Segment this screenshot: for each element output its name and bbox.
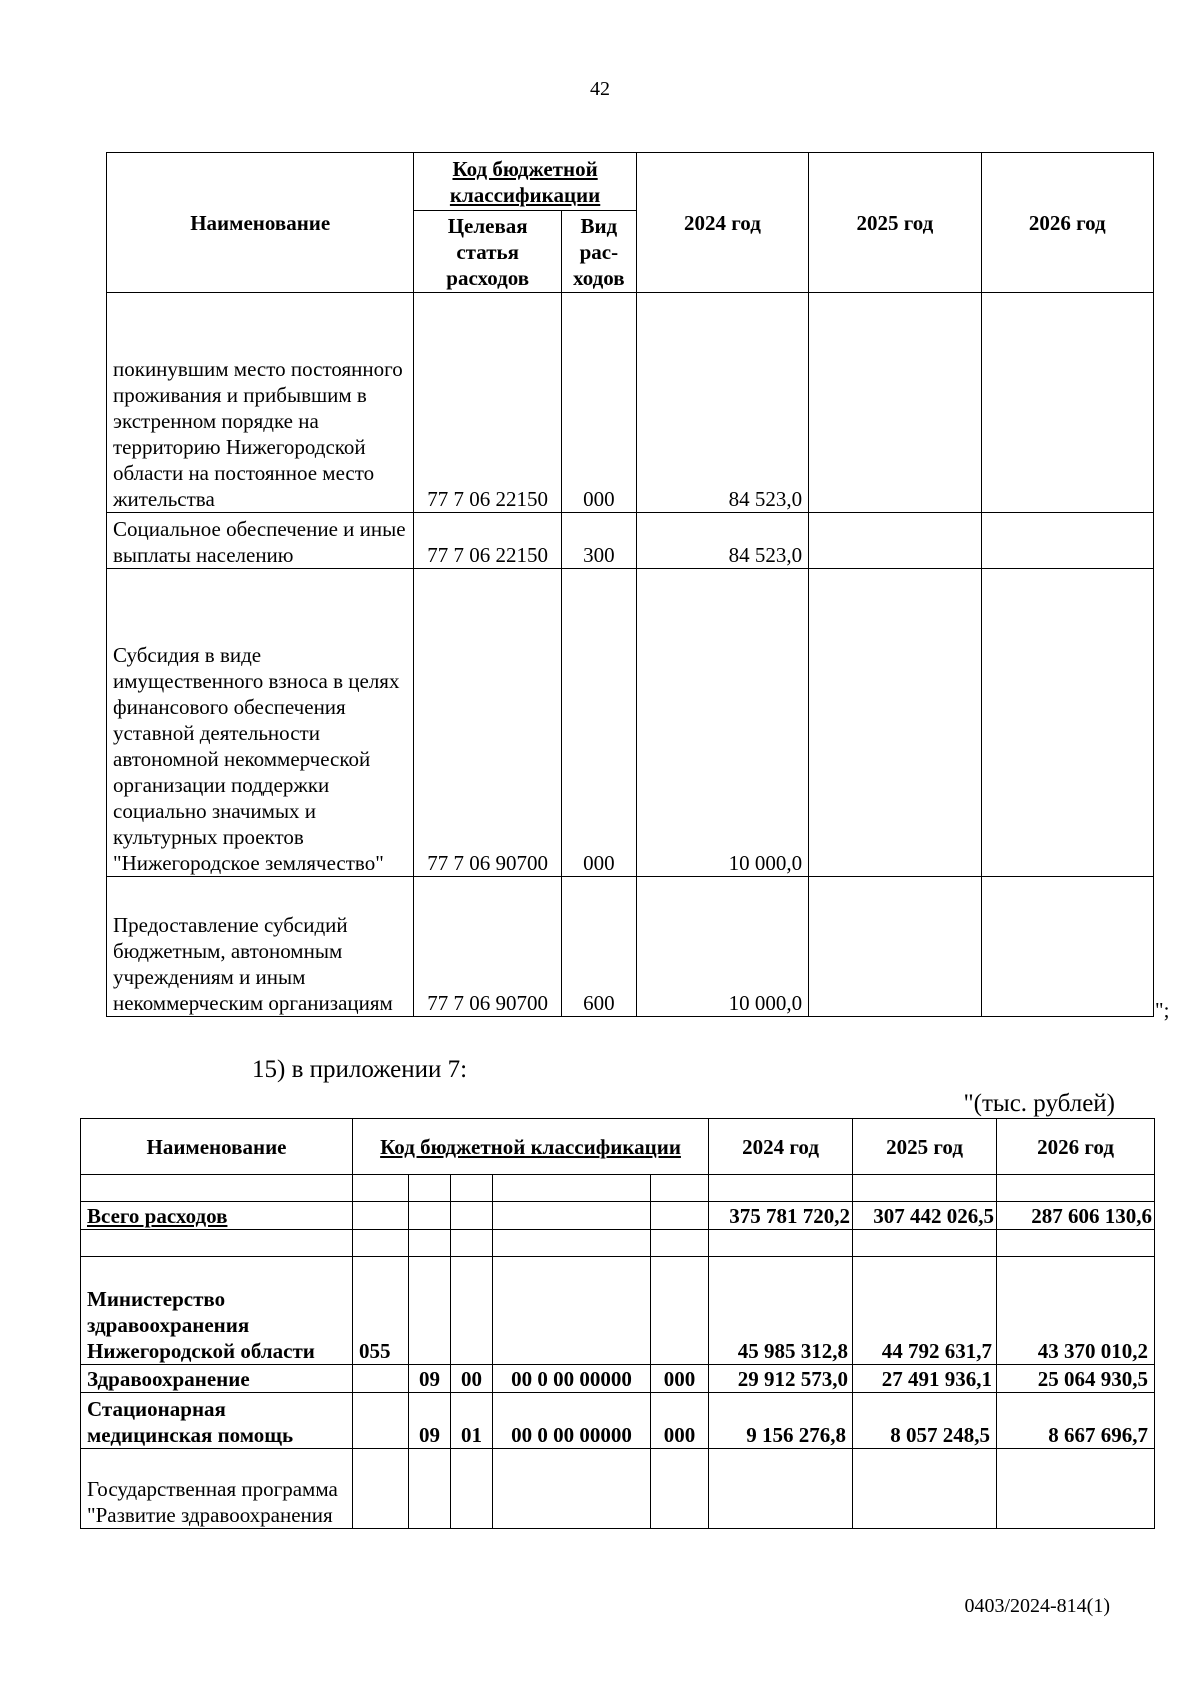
row-name: Здравоохранение — [81, 1365, 353, 1393]
row-kind: 300 — [561, 513, 636, 569]
row-2024: 9 156 276,8 — [709, 1393, 853, 1449]
row-2026: 43 370 010,2 — [997, 1257, 1155, 1365]
row-kind — [651, 1202, 709, 1230]
spacer-row — [81, 1175, 1155, 1202]
row-admin-code — [353, 1202, 409, 1230]
row-2024: 10 000,0 — [636, 569, 808, 877]
table-row — [107, 293, 1154, 513]
row-target: 00 0 00 00000 — [493, 1393, 651, 1449]
section-title: 15) в приложении 7: — [252, 1056, 468, 1083]
header-code-group: Код бюджетной классификации — [353, 1119, 709, 1175]
row-2024: 29 912 573,0 — [709, 1365, 853, 1393]
row-2025 — [853, 1449, 997, 1529]
row-name: Субсидия в виде имущественного взноса в целях финансового обеспечения уставной деятельности автономной некоммерческой организации поддержки социально значимых и культурных проектов "Нижегородское землячество" — [107, 569, 414, 877]
row-2025: 27 491 936,1 — [853, 1365, 997, 1393]
table-row-total — [81, 1202, 1155, 1230]
row-2025 — [809, 569, 981, 877]
row-section — [409, 1449, 451, 1529]
header-2024: 2024 год — [636, 153, 808, 293]
row-subsection: 00 — [451, 1365, 493, 1393]
units-label: "(тыс. рублей) — [963, 1090, 1115, 1117]
row-2026 — [997, 1449, 1155, 1529]
row-2025: 8 057 248,5 — [853, 1393, 997, 1449]
row-target — [493, 1257, 651, 1365]
header-code-group: Код бюджетной классификации — [414, 153, 636, 211]
row-name: Стационарная медицинская помощь — [81, 1393, 353, 1449]
row-subsection — [451, 1449, 493, 1529]
row-admin-code — [353, 1393, 409, 1449]
row-2026: 25 064 930,5 — [997, 1365, 1155, 1393]
table-row — [81, 1257, 1155, 1365]
row-section: 09 — [409, 1393, 451, 1449]
header-2024: 2024 год — [709, 1119, 853, 1175]
row-2025: 307 442 026,5 — [853, 1202, 997, 1230]
row-2026 — [981, 513, 1153, 569]
row-target: 77 7 06 90700 — [414, 877, 561, 1017]
row-subsection — [451, 1202, 493, 1230]
row-subsection: 01 — [451, 1393, 493, 1449]
table-row — [107, 513, 1154, 569]
row-admin-code — [353, 1365, 409, 1393]
table-row — [107, 877, 1154, 1017]
row-target: 77 7 06 22150 — [414, 293, 561, 513]
row-2024: 84 523,0 — [636, 513, 808, 569]
header-2026: 2026 год — [997, 1119, 1155, 1175]
header-name: Наименование — [107, 153, 414, 293]
table-row — [107, 569, 1154, 877]
row-name: Министерство здравоохранения Нижегородской области — [81, 1257, 353, 1365]
row-2026 — [981, 293, 1153, 513]
row-2024: 45 985 312,8 — [709, 1257, 853, 1365]
row-kind — [651, 1449, 709, 1529]
departmental-expenses-table — [80, 1118, 1155, 1529]
row-section: 09 — [409, 1365, 451, 1393]
row-2024: 375 781 720,2 — [709, 1202, 853, 1230]
header-2025: 2025 год — [853, 1119, 997, 1175]
row-name: покинувшим место постоянного проживания и прибывшим в экстренном порядке на территорию Нижегородской области на постоянное место жительства — [107, 293, 414, 513]
header-expense-kind: Вид рас-ходов — [561, 211, 636, 293]
row-2026 — [981, 877, 1153, 1017]
header-2026: 2026 год — [981, 153, 1153, 293]
row-2024: 10 000,0 — [636, 877, 808, 1017]
row-name: Предоставление субсидий бюджетным, автономным учреждениям и иным некоммерческим организациям — [107, 877, 414, 1017]
row-2024: 84 523,0 — [636, 293, 808, 513]
row-2024 — [709, 1449, 853, 1529]
row-2025 — [809, 513, 981, 569]
row-target: 77 7 06 90700 — [414, 569, 561, 877]
row-2025: 44 792 631,7 — [853, 1257, 997, 1365]
row-subsection — [451, 1257, 493, 1365]
row-target: 00 0 00 00000 — [493, 1365, 651, 1393]
budget-table-continuation — [106, 152, 1154, 1017]
spacer-row — [81, 1230, 1155, 1257]
row-2026: 8 667 696,7 — [997, 1393, 1155, 1449]
row-section — [409, 1202, 451, 1230]
row-kind: 000 — [651, 1393, 709, 1449]
document-code: 0403/2024-814(1) — [964, 1595, 1110, 1617]
row-kind: 000 — [651, 1365, 709, 1393]
header-2025: 2025 год — [809, 153, 981, 293]
header-name: Наименование — [81, 1119, 353, 1175]
row-section — [409, 1257, 451, 1365]
row-admin-code: 055 — [353, 1257, 409, 1365]
closing-quote: "; — [1155, 998, 1170, 1022]
table-row — [81, 1365, 1155, 1393]
page-number: 42 — [590, 78, 610, 100]
table-row — [81, 1393, 1155, 1449]
row-name: Всего расходов — [81, 1202, 353, 1230]
row-kind: 000 — [561, 293, 636, 513]
row-name: Социальное обеспечение и иные выплаты населению — [107, 513, 414, 569]
row-admin-code — [353, 1449, 409, 1529]
row-name: Государственная программа "Развитие здравоохранения — [81, 1449, 353, 1529]
row-2025 — [809, 293, 981, 513]
table-row — [81, 1449, 1155, 1529]
row-2025 — [809, 877, 981, 1017]
row-kind: 600 — [561, 877, 636, 1017]
row-target — [493, 1202, 651, 1230]
row-2026: 287 606 130,6 — [997, 1202, 1155, 1230]
row-target: 77 7 06 22150 — [414, 513, 561, 569]
row-target — [493, 1449, 651, 1529]
row-kind: 000 — [561, 569, 636, 877]
row-2026 — [981, 569, 1153, 877]
header-target-article: Целевая статья расходов — [414, 211, 561, 293]
row-kind — [651, 1257, 709, 1365]
